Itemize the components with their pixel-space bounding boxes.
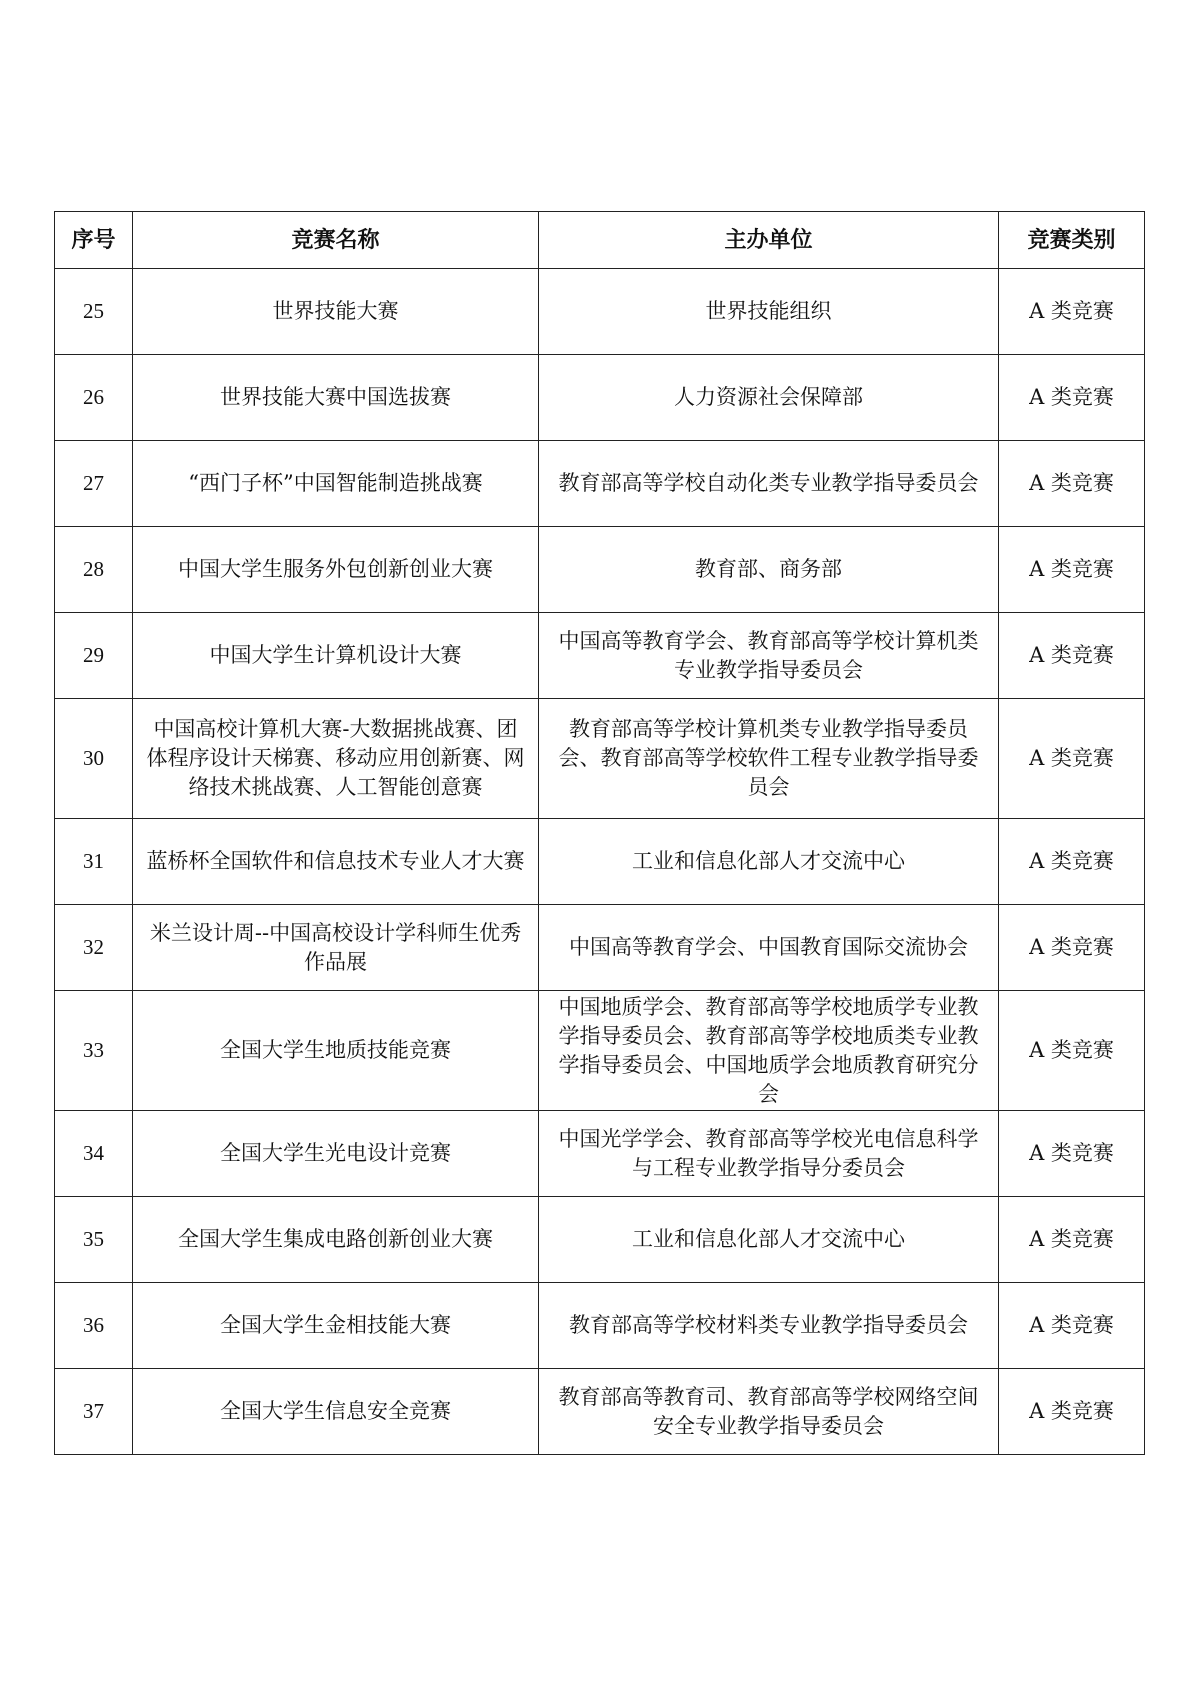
row-number: 31 — [55, 819, 133, 905]
header-row — [55, 212, 1145, 269]
row-organizer: 教育部、商务部 — [539, 527, 999, 613]
row-competition-name: 米兰设计周--中国高校设计学科师生优秀作品展 — [133, 905, 539, 991]
row-number: 37 — [55, 1369, 133, 1455]
row-number: 33 — [55, 991, 133, 1111]
row-organizer: 中国高等教育学会、中国教育国际交流协会 — [539, 905, 999, 991]
table-row — [55, 1197, 1145, 1283]
row-number: 34 — [55, 1111, 133, 1197]
row-category: A 类竞赛 — [999, 991, 1145, 1111]
table-row — [55, 441, 1145, 527]
row-category: A 类竞赛 — [999, 905, 1145, 991]
row-organizer: 世界技能组织 — [539, 269, 999, 355]
row-category: A 类竞赛 — [999, 1369, 1145, 1455]
row-organizer: 人力资源社会保障部 — [539, 355, 999, 441]
row-competition-name: 中国高校计算机大赛-大数据挑战赛、团体程序设计天梯赛、移动应用创新赛、网络技术挑战赛、人工智能创意赛 — [133, 699, 539, 819]
table-row — [55, 1111, 1145, 1197]
row-competition-name: 世界技能大赛中国选拔赛 — [133, 355, 539, 441]
header-number: 序号 — [55, 212, 133, 269]
row-category: A 类竞赛 — [999, 819, 1145, 905]
table-row — [55, 699, 1145, 819]
row-competition-name: 全国大学生光电设计竞赛 — [133, 1111, 539, 1197]
competition-table — [54, 211, 1145, 1455]
table-row — [55, 527, 1145, 613]
row-category: A 类竞赛 — [999, 613, 1145, 699]
row-organizer: 工业和信息化部人才交流中心 — [539, 819, 999, 905]
row-competition-name: 全国大学生地质技能竞赛 — [133, 991, 539, 1111]
row-number: 28 — [55, 527, 133, 613]
row-organizer: 工业和信息化部人才交流中心 — [539, 1197, 999, 1283]
row-number: 26 — [55, 355, 133, 441]
table-row — [55, 1283, 1145, 1369]
table-row — [55, 819, 1145, 905]
row-category: A 类竞赛 — [999, 441, 1145, 527]
row-competition-name: 全国大学生信息安全竞赛 — [133, 1369, 539, 1455]
row-competition-name: “西门子杯”中国智能制造挑战赛 — [133, 441, 539, 527]
row-category: A 类竞赛 — [999, 269, 1145, 355]
row-category: A 类竞赛 — [999, 527, 1145, 613]
row-category: A 类竞赛 — [999, 1283, 1145, 1369]
row-organizer: 中国光学学会、教育部高等学校光电信息科学与工程专业教学指导分委员会 — [539, 1111, 999, 1197]
row-organizer: 中国地质学会、教育部高等学校地质学专业教学指导委员会、教育部高等学校地质类专业教学指导委员会、中国地质学会地质教育研究分会 — [539, 991, 999, 1111]
header-organizer: 主办单位 — [539, 212, 999, 269]
row-category: A 类竞赛 — [999, 699, 1145, 819]
row-competition-name: 世界技能大赛 — [133, 269, 539, 355]
row-number: 27 — [55, 441, 133, 527]
table-row — [55, 355, 1145, 441]
row-category: A 类竞赛 — [999, 1197, 1145, 1283]
row-category: A 类竞赛 — [999, 355, 1145, 441]
header-competition-name: 竞赛名称 — [133, 212, 539, 269]
table-row — [55, 269, 1145, 355]
table-row — [55, 1369, 1145, 1455]
row-number: 32 — [55, 905, 133, 991]
row-organizer: 教育部高等学校计算机类专业教学指导委员会、教育部高等学校软件工程专业教学指导委员会 — [539, 699, 999, 819]
row-competition-name: 全国大学生集成电路创新创业大赛 — [133, 1197, 539, 1283]
row-competition-name: 中国大学生计算机设计大赛 — [133, 613, 539, 699]
row-category: A 类竞赛 — [999, 1111, 1145, 1197]
row-number: 30 — [55, 699, 133, 819]
row-competition-name: 中国大学生服务外包创新创业大赛 — [133, 527, 539, 613]
row-number: 29 — [55, 613, 133, 699]
row-organizer: 中国高等教育学会、教育部高等学校计算机类专业教学指导委员会 — [539, 613, 999, 699]
row-number: 35 — [55, 1197, 133, 1283]
table-row — [55, 905, 1145, 991]
row-number: 36 — [55, 1283, 133, 1369]
table-body — [55, 269, 1145, 1455]
row-organizer: 教育部高等学校自动化类专业教学指导委员会 — [539, 441, 999, 527]
table-row — [55, 991, 1145, 1111]
row-competition-name: 蓝桥杯全国软件和信息技术专业人才大赛 — [133, 819, 539, 905]
table-row — [55, 613, 1145, 699]
row-competition-name: 全国大学生金相技能大赛 — [133, 1283, 539, 1369]
row-organizer: 教育部高等教育司、教育部高等学校网络空间安全专业教学指导委员会 — [539, 1369, 999, 1455]
row-number: 25 — [55, 269, 133, 355]
header-category: 竞赛类别 — [999, 212, 1145, 269]
table-header — [55, 212, 1145, 269]
row-organizer: 教育部高等学校材料类专业教学指导委员会 — [539, 1283, 999, 1369]
